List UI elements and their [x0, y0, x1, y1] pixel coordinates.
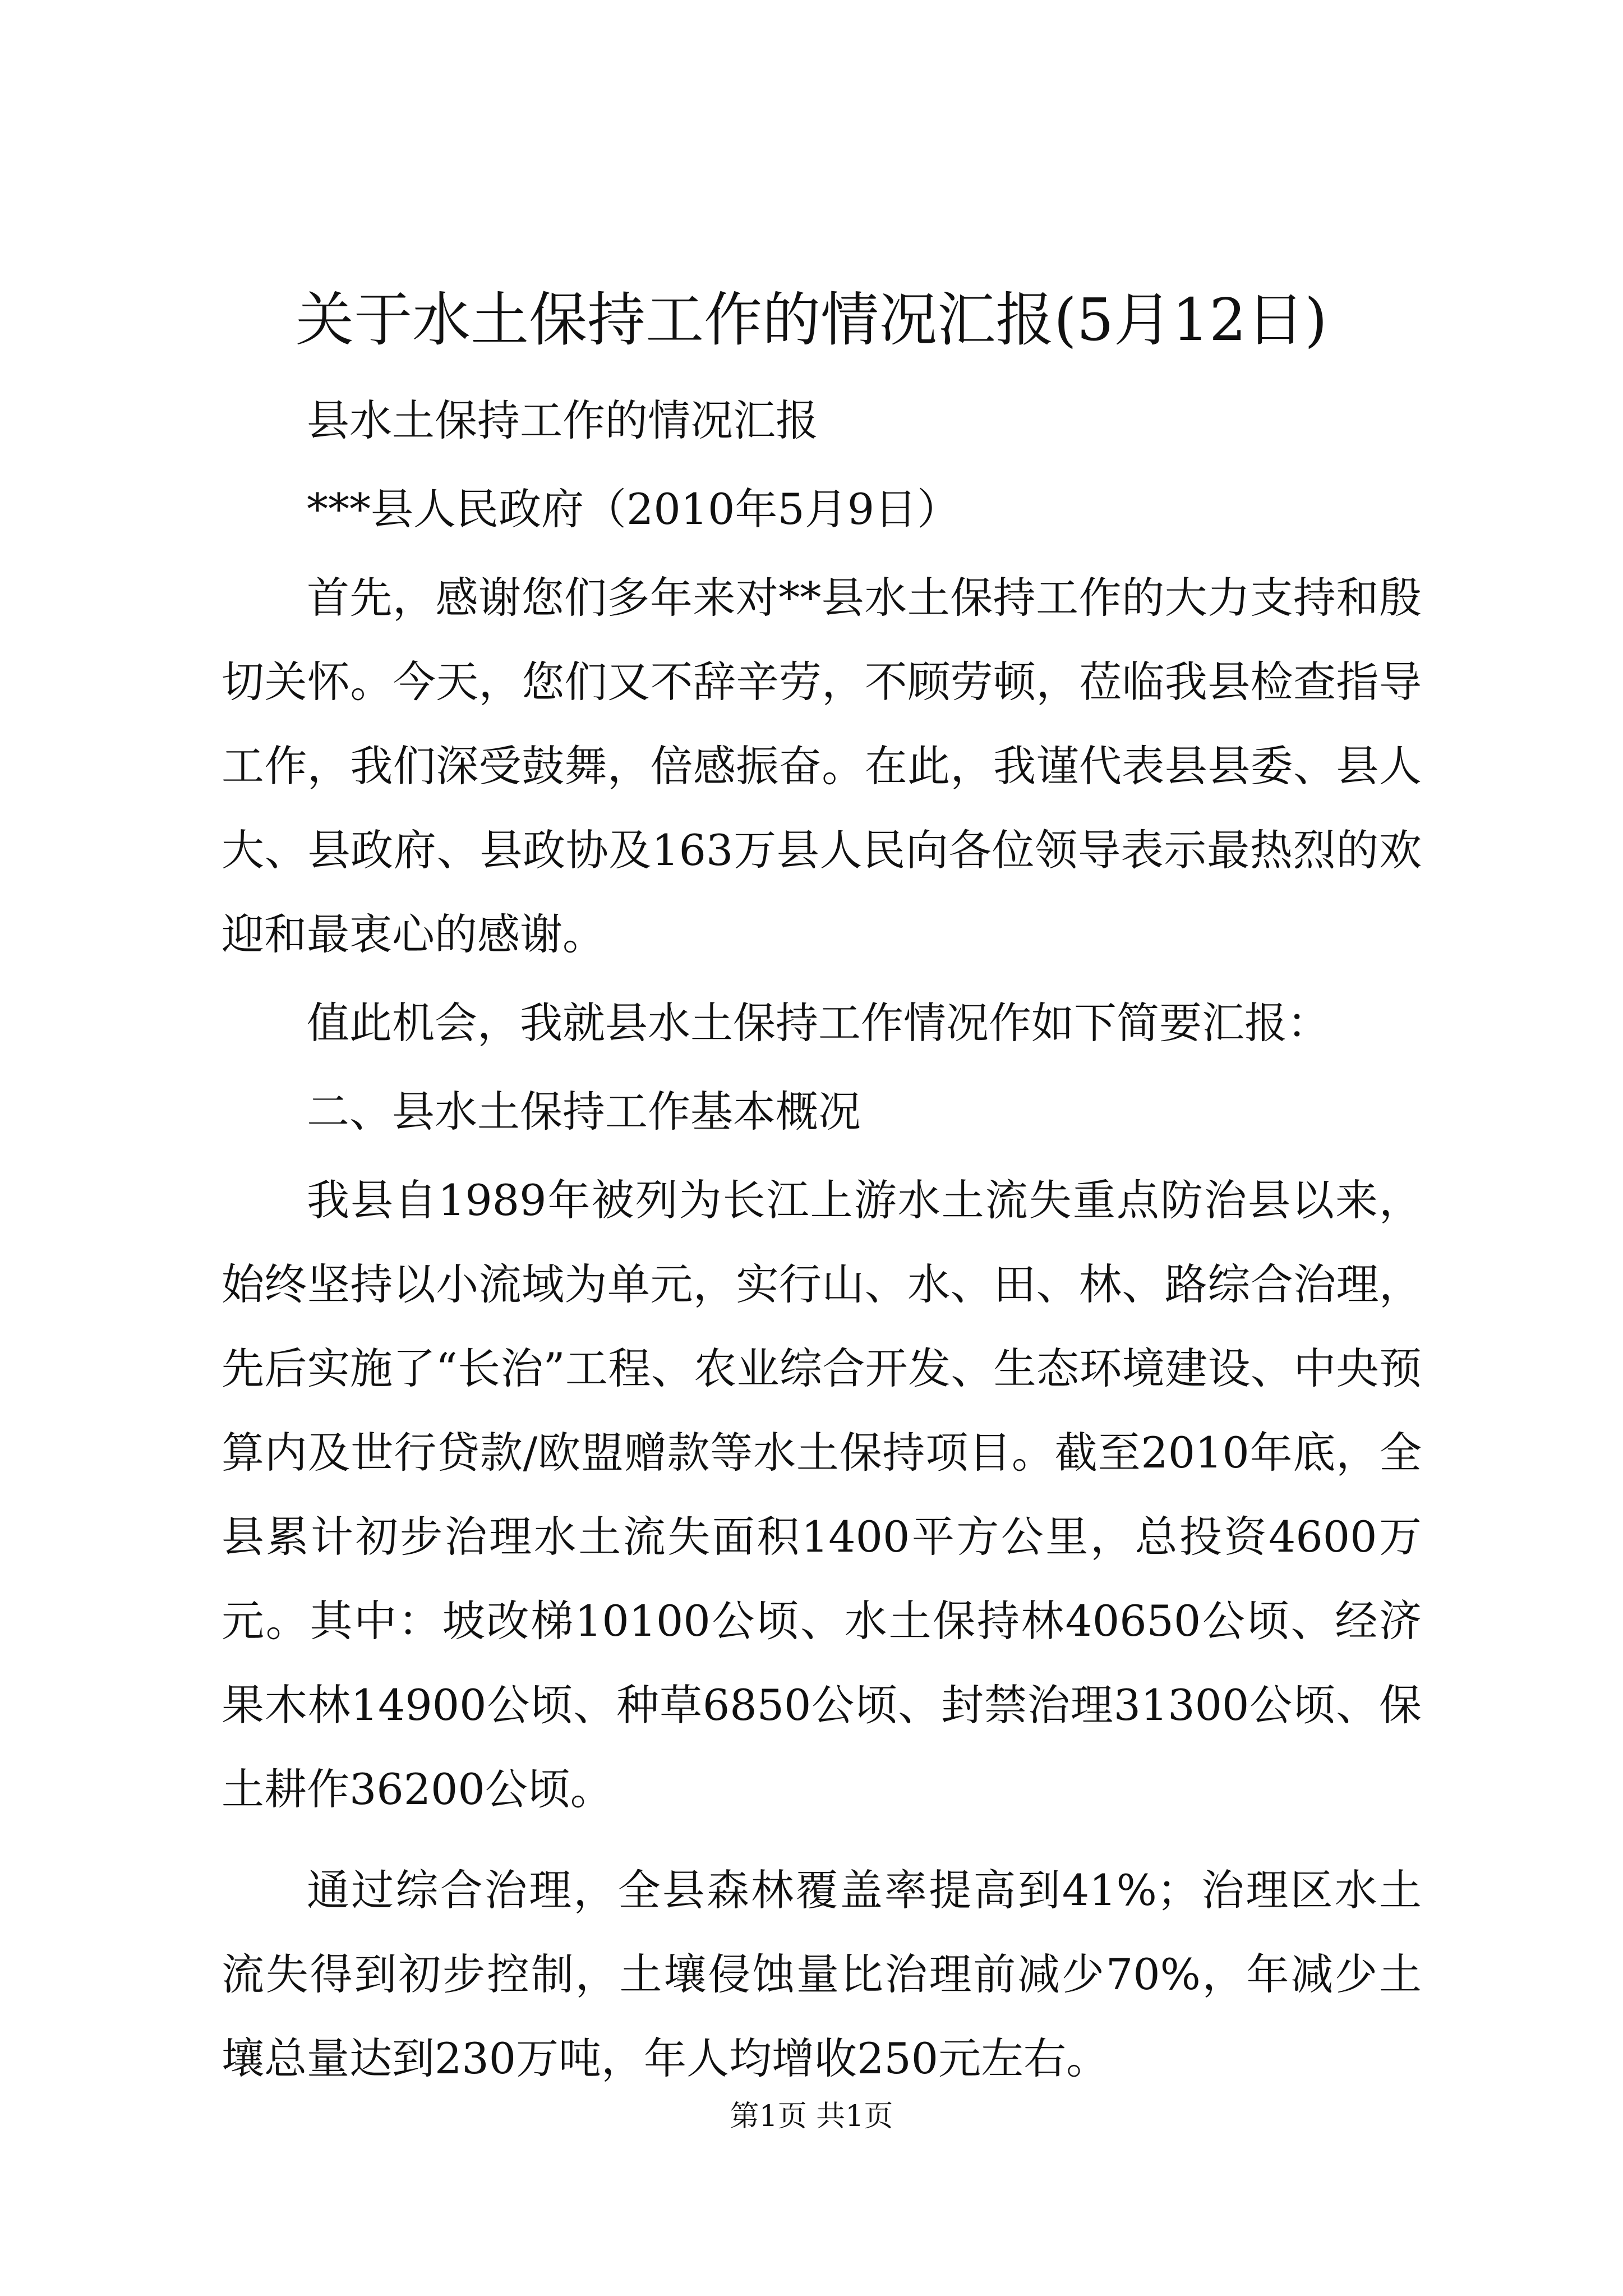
document-title: 关于水土保持工作的情况汇报(5月12日) — [296, 286, 1327, 354]
paragraph-intro: 值此机会，我就县水土保持工作情况作如下简要汇报： — [307, 998, 1330, 1048]
paragraph-results: 通过综合治理，全县森林覆盖率提高到41%；治理区水土流失得到初步控制，土壤侵蚀量比治理前减少70%，年减少土壤总量达到230万吨，年人均增收250元左右。 — [222, 1865, 1422, 2083]
paragraph-overview: 我县自1989年被列为长江上游水土流失重点防治县以来，始终坚持以小流域为单元，实行山、水、田、林、路综合治理，先后实施了“长治”工程、农业综合开发、生态环境建设、中央预算内及世行贷款/欧盟赠款等水土保持项目。截至2010年底，全县累计初步治理水土流失面积1400平方公里，总投资4600万元。其中：坡改梯10100公顷、水土保持林40650公顷、经济果木林14900公顷、种草6850公顷、封禁治理31300公顷、保土耕作36200公顷。 — [222, 1175, 1422, 1814]
paragraph-issuer-date: ***县人民政府（2010年5月9日） — [307, 484, 960, 534]
paragraph-subtitle: 县水土保持工作的情况汇报 — [307, 395, 818, 445]
section-heading: 二、县水土保持工作基本概况 — [307, 1087, 861, 1137]
paragraph-greeting: 首先，感谢您们多年来对**县水土保持工作的大力支持和殷切关怀。今天，您们又不辞辛劳，不顾劳顿，莅临我县检查指导工作，我们深受鼓舞，倍感振奋。在此，我谨代表县县委、县人大、县政府、县政协及163万县人民向各位领导表示最热烈的欢迎和最衷心的感谢。 — [222, 573, 1422, 959]
page-number-footer: 第1页 共1页 — [730, 2100, 893, 2133]
document-body — [222, 379, 1422, 2105]
